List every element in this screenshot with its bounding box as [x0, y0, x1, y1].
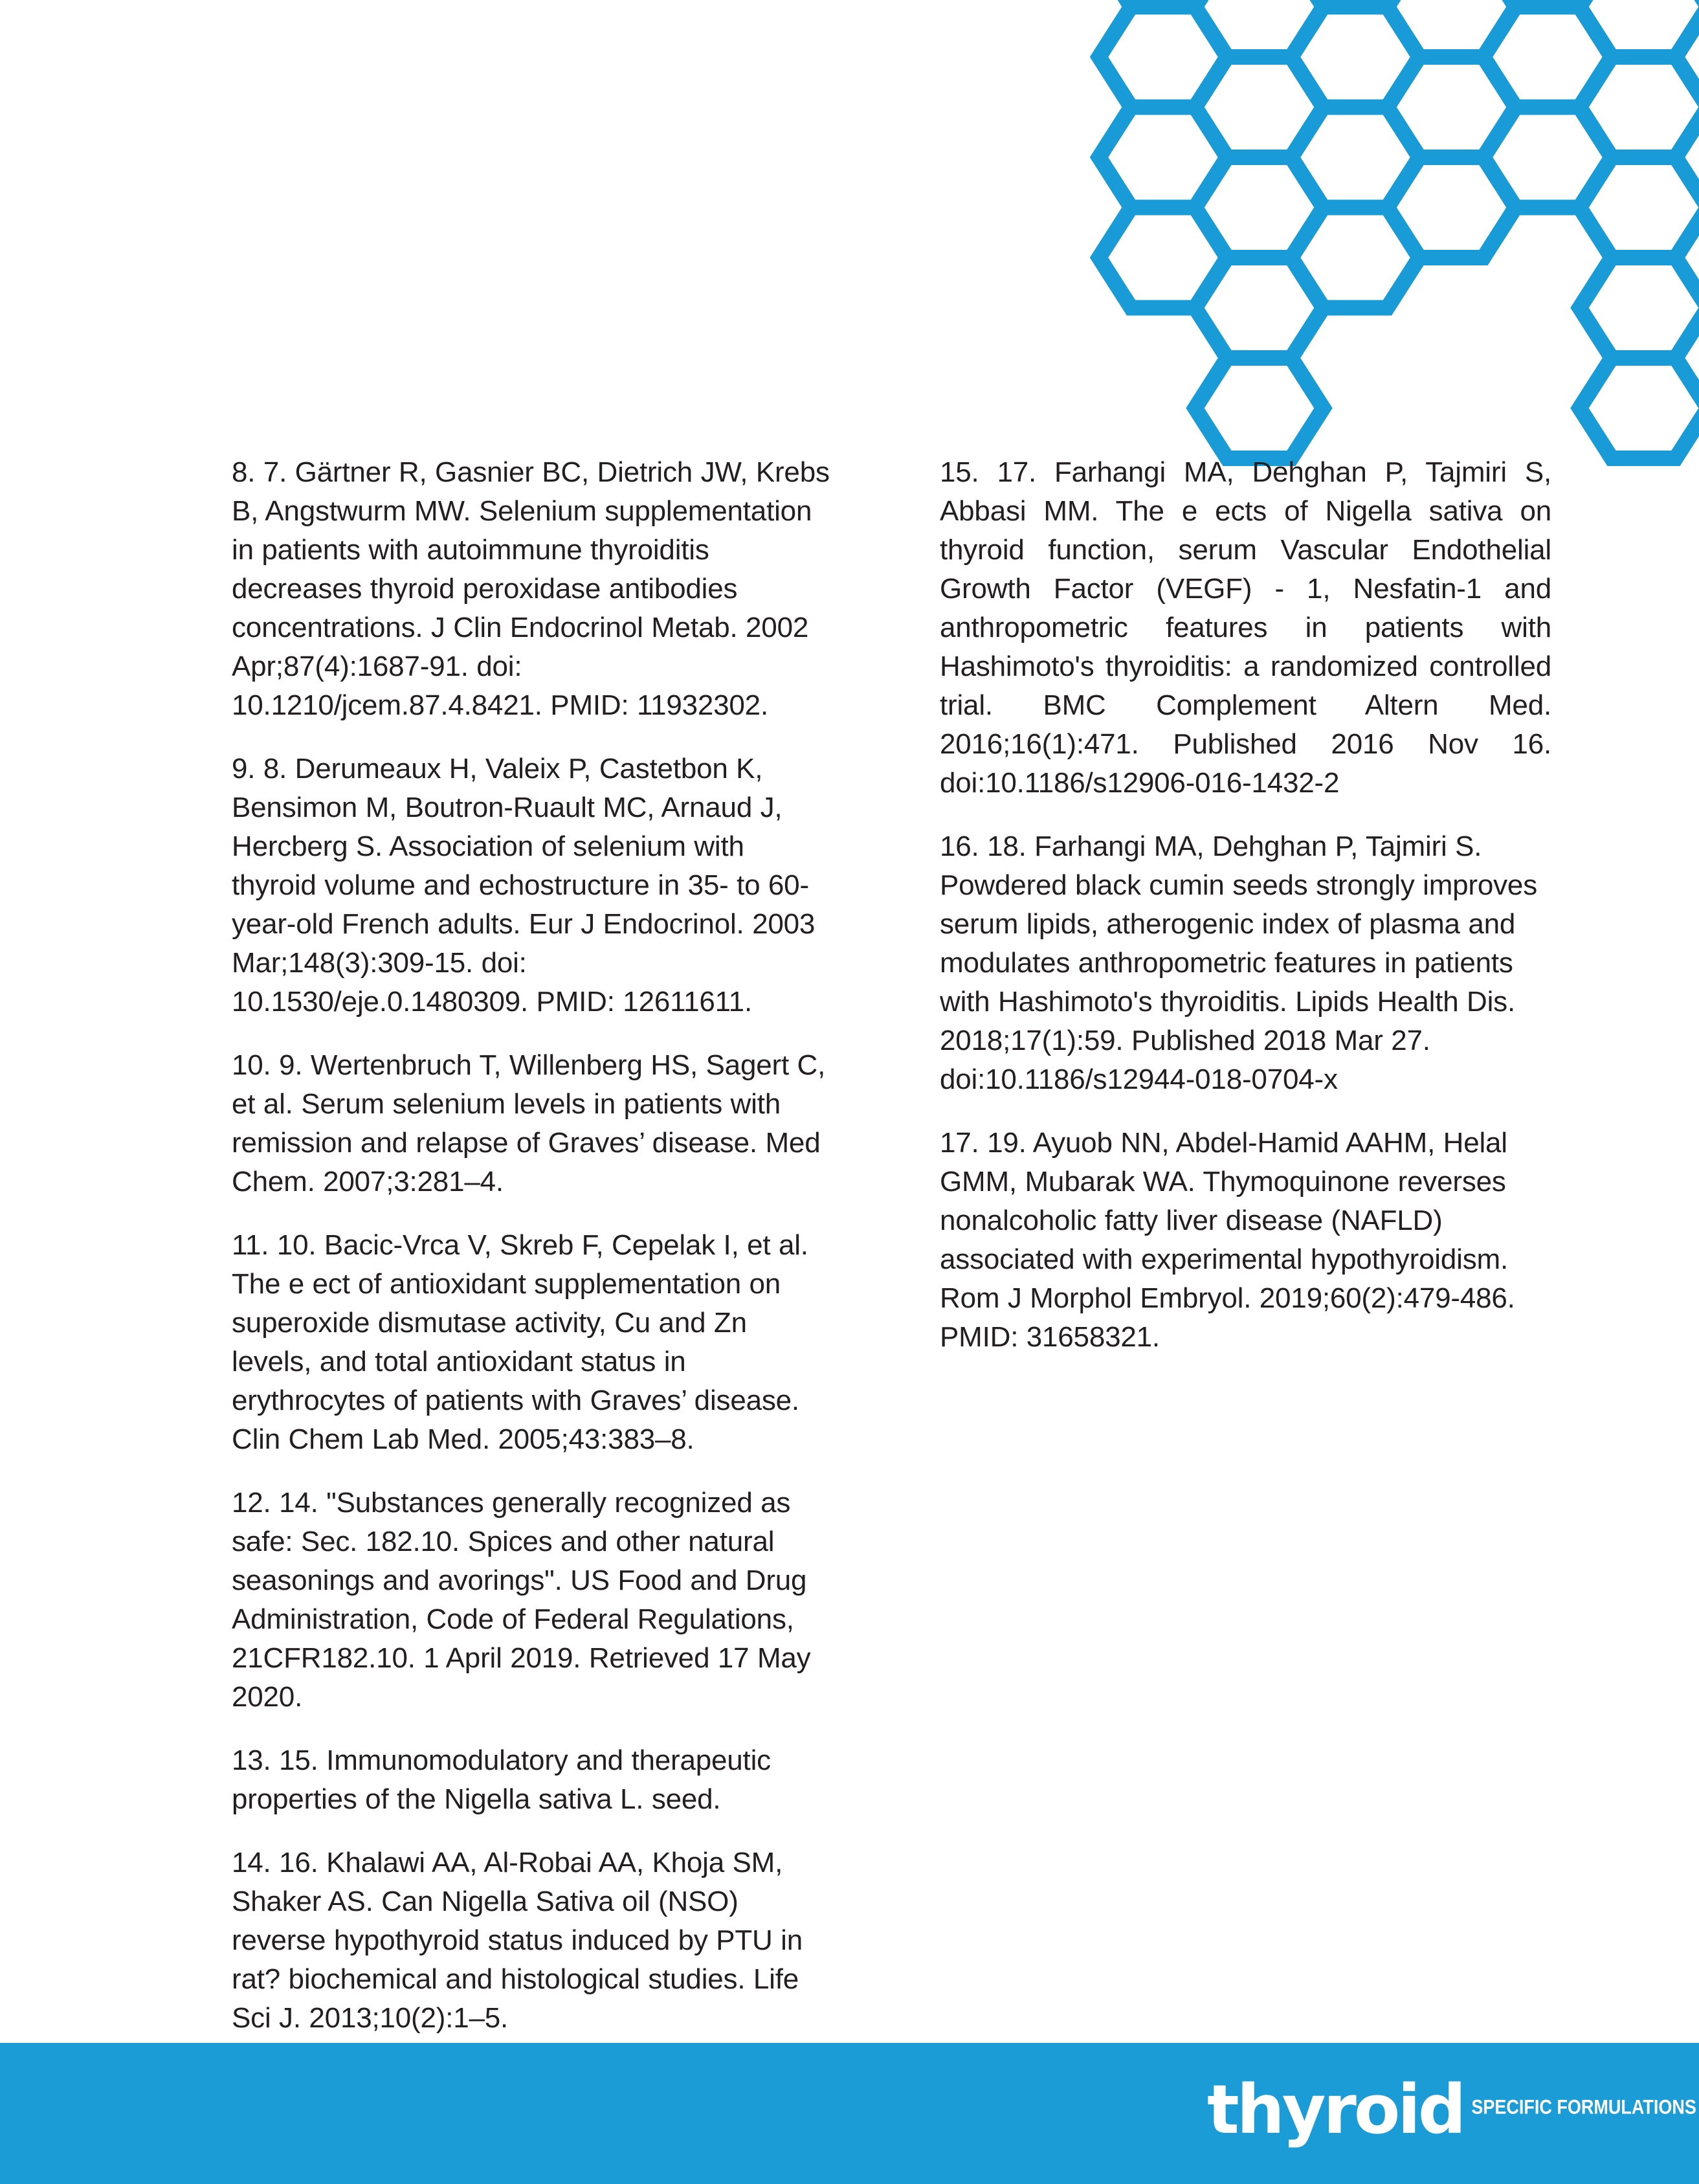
hexagon-shape — [1291, 208, 1419, 308]
hexagon-shape — [1676, 107, 1699, 208]
hexagon-shape — [1291, 0, 1419, 7]
hexagon-shape — [1580, 0, 1699, 57]
hexagon-shape — [1580, 358, 1699, 458]
reference-item: 10. 9. Wertenbruch T, Willenberg HS, Sagert C, et al. Serum selenium levels in patients with remission and relapse of Graves’ disease. Med Chem. 2007;3:281–4. — [232, 1049, 826, 1198]
reference-item: 13. 15. Immunomodulatory and therapeutic properties of the Nigella sativa L. seed. — [232, 1744, 771, 1815]
hexagon-shape — [1291, 7, 1419, 107]
brand-tagline: SPECIFIC FORMULATIONS — [1471, 2095, 1696, 2118]
hexagon-shape — [1676, 0, 1699, 7]
hexagon-shape — [1195, 57, 1324, 157]
hexagon-shape — [1388, 0, 1516, 57]
reference-item: 16. 18. Farhangi MA, Dehghan P, Tajmiri S. Powdered black cumin seeds strongly improves serum lipids, atherogenic index of plasma and modulates anthropometric features in patients with Hashimoto's thyroiditis. Lipids Health Dis. 2018;17(1):59. Published 2018 Mar 27. doi:10.1186/s12944-018-0704-x — [940, 830, 1538, 1095]
hexagon-shape — [1580, 157, 1699, 258]
reference-item: 8. 7. Gärtner R, Gasnier BC, Dietrich JW, Krebs B, Angstwurm MW. Selenium supplementation in patients with autoimmune thyroiditis decreases thyroid peroxidase antibodies concentrations. J Clin Endocrinol Metab. 2002 Apr;87(4):1687-91. doi: 10.1210/jcem.87.4.8421. PMID: 11932302. — [232, 456, 830, 721]
hexagon-shape — [1291, 107, 1419, 208]
hexagon-shape — [1099, 107, 1227, 208]
hexagon-shape — [1388, 57, 1516, 157]
reference-item: 15. 17. Farhangi MA, Dehghan P, Tajmiri S, Abbasi MM. The e ects of Nigella sativa on thyroid function, serum Vascular Endothelial Growth Factor (VEGF) - 1, Nesfatin-1 and anthropometric features in patients with Hashimoto's thyroiditis: a randomized controlled trial. BMC Complement Altern Med. 2016;16(1):471. Published 2016 Nov 16. doi:10.1186/s12906-016-1432-2 — [940, 456, 1551, 799]
footer-bar — [0, 2043, 1699, 2184]
hexagon-shape — [1195, 258, 1324, 358]
hexagon-shape — [1099, 208, 1227, 308]
hexagon-shape — [1483, 107, 1612, 208]
references-left-column — [232, 453, 831, 2062]
hexagon-shape — [1099, 0, 1227, 7]
reference-item: 17. 19. Ayuob NN, Abdel-Hamid AAHM, Helal GMM, Mubarak WA. Thymoquinone reverses nonalcoholic fatty liver disease (NAFLD) associated with experimental hypothyroidism. Rom J Morphol Embryol. 2019;60(2):479-486. PMID: 31658321. — [940, 1127, 1515, 1353]
hexagon-shape — [1099, 7, 1227, 107]
reference-item: 9. 8. Derumeaux H, Valeix P, Castetbon K, Bensimon M, Boutron-Ruault MC, Arnaud J, Hercberg S. Association of selenium with thyroid volume and echostructure in 35- to 60-year-old French adults. Eur J Endocrinol. 2003 Mar;148(3):309-15. doi: 10.1530/eje.0.1480309. PMID: 12611611. — [232, 753, 816, 1018]
reference-item: 11. 10. Bacic-Vrca V, Skreb F, Cepelak I, et al. The e ect of antioxidant supplementation on superoxide dismutase activity, Cu and Zn levels, and total antioxidant status in erythrocytes of patients with Graves’ disease. Clin Chem Lab Med. 2005;43:383–8. — [232, 1229, 808, 1455]
hexagon-shape — [1676, 7, 1699, 107]
hexagon-shape — [1676, 308, 1699, 408]
hexagon-shape — [1676, 208, 1699, 308]
hexagon-shape — [1483, 7, 1612, 107]
hexagon-shape — [1580, 57, 1699, 157]
references-right-column — [940, 453, 1551, 1381]
reference-item: 14. 16. Khalawi AA, Al-Robai AA, Khoja SM, Shaker AS. Can Nigella Sativa oil (NSO) reverse hypothyroid status induced by PTU in rat? biochemical and histological studies. Life Sci J. 2013;10(2):1–5. — [232, 1847, 803, 2034]
brand-wordmark: thyroid — [1207, 2070, 1464, 2149]
hexagon-shape — [1195, 358, 1324, 458]
brand-logo — [1207, 2043, 1696, 2184]
hexagon-shape — [1483, 0, 1612, 7]
hexagon-shape — [1580, 258, 1699, 358]
hexagon-shape — [1195, 157, 1324, 258]
hexagon-shape — [1388, 157, 1516, 258]
reference-item: 12. 14. "Substances generally recognized as safe: Sec. 182.10. Spices and other natural seasonings and avorings". US Food and Drug Administration, Code of Federal Regulations, 21CFR182.10. 1 April 2019. Retrieved 17 May 2020. — [232, 1487, 811, 1713]
hexagon-shape — [1195, 0, 1324, 57]
